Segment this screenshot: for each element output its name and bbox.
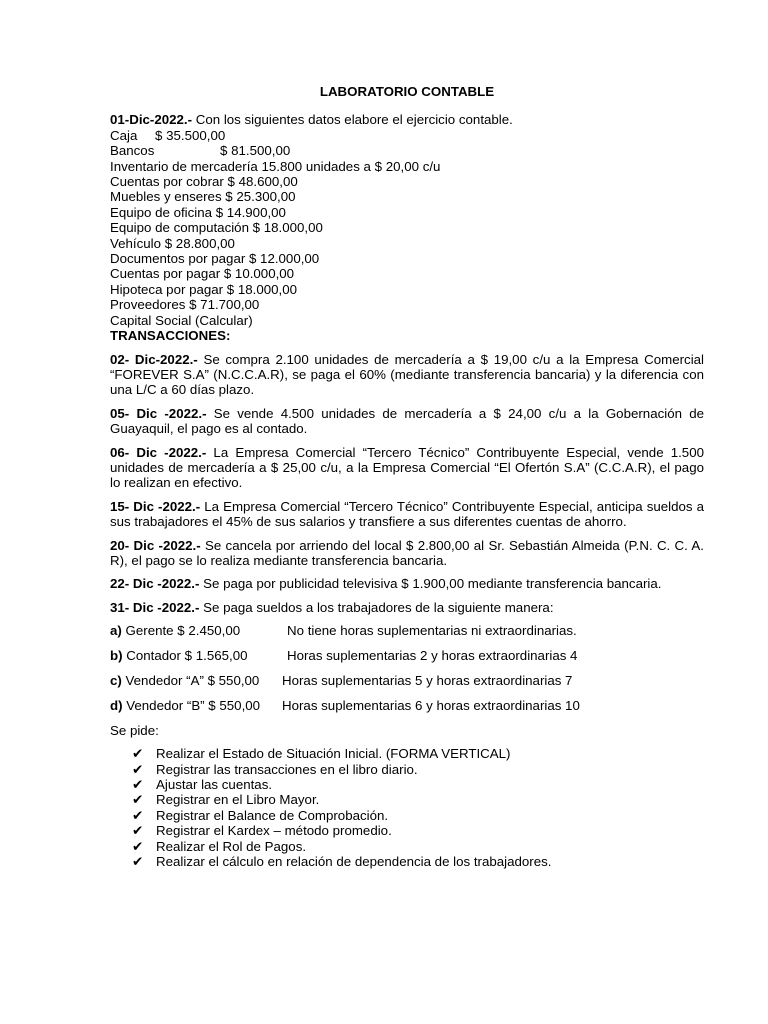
account-item: Equipo de computación $ 18.000,00: [110, 220, 323, 236]
transaction-text: La Empresa Comercial “Tercero Técnico” Contribuyente Especial, vende 1.500 unidades de mercadería a $ 25,00 c/u, a la Empresa Comercial “El Ofertón S.A” (C.C.A.R), el pago lo realizan en efectivo.: [110, 444, 704, 491]
requirement-text: Realizar el Rol de Pagos.: [156, 838, 307, 854]
account-item: Inventario de mercadería 15.800 unidades a $ 20,00 c/u: [110, 158, 441, 174]
payroll-letter: c): [110, 673, 122, 688]
payroll-letter: d): [110, 697, 123, 713]
transaction-item: [110, 445, 704, 491]
transaction-item: [110, 406, 704, 437]
account-item: Muebles y enseres $ 25.300,00: [110, 189, 296, 205]
requirement-text: Registrar el Balance de Comprobación.: [156, 807, 389, 823]
transaction-item: [110, 600, 704, 615]
requirement-text: Realizar el cálculo en relación de dependencia de los trabajadores.: [156, 854, 552, 870]
payroll-item: [110, 623, 704, 638]
transaction-date: 06- Dic -2022.-: [110, 444, 207, 460]
transaction-item: [110, 576, 704, 591]
checkmark-icon: ✔: [132, 777, 144, 793]
payroll-who: Vendedor “B” $ 550,00: [122, 697, 261, 713]
requirements-list: [110, 746, 704, 869]
payroll-detail: Horas suplementarias 2 y horas extraordinarias 4: [287, 648, 578, 664]
checkmark-icon: ✔: [132, 807, 144, 823]
transaction-item: [110, 499, 704, 530]
payroll-item: [110, 673, 704, 688]
transactions-heading: TRANSACCIONES:: [110, 328, 231, 344]
requirement-item: [132, 839, 704, 854]
transaction-text: La Empresa Comercial “Tercero Técnico” Contribuyente Especial, anticipa sueldos a sus trabajadores el 45% de sus salarios y transfiere a sus diferentes cuentas de ahorro.: [110, 498, 704, 530]
balance-value: $ 35.500,00: [155, 127, 226, 143]
checkmark-icon: ✔: [132, 838, 144, 854]
requirement-text: Ajustar las cuentas.: [156, 777, 273, 793]
transaction-date: 20- Dic -2022.-: [110, 537, 201, 553]
requirement-text: Registrar el Kardex – método promedio.: [156, 823, 392, 839]
transaction-text: Se vende 4.500 unidades de mercadería a $ 24,00 c/u a la Gobernación de Guayaquil, el pago es al contado.: [110, 405, 704, 437]
requirement-text: Realizar el Estado de Situación Inicial. (FORMA VERTICAL): [156, 746, 511, 762]
payroll-detail: No tiene horas suplementarias ni extraordinarias.: [287, 623, 577, 639]
requirement-item: [132, 777, 704, 792]
account-item: Documentos por pagar $ 12.000,00: [110, 251, 320, 267]
balance-label: Bancos: [110, 143, 155, 159]
payroll-item: [110, 698, 704, 713]
transaction-text: Se paga por publicidad televisiva $ 1.900,00 mediante transferencia bancaria.: [199, 576, 662, 592]
balance-line-bancos: [110, 143, 704, 158]
payroll-letter: b): [110, 648, 123, 664]
account-list: [110, 159, 704, 328]
payroll-who: Gerente $ 2.450,00: [121, 623, 241, 639]
transaction-item: [110, 538, 704, 569]
checkmark-icon: ✔: [132, 746, 144, 762]
payroll-letter: a): [110, 623, 122, 639]
transaction-text: Se paga sueldos a los trabajadores de la siguiente manera:: [199, 599, 554, 615]
transactions-list: [110, 352, 704, 616]
requirement-item: [132, 808, 704, 823]
checkmark-icon: ✔: [132, 792, 144, 808]
account-item: Proveedores $ 71.700,00: [110, 297, 260, 313]
requirement-item: [132, 762, 704, 777]
payroll-who: Contador $ 1.565,00: [122, 648, 248, 664]
payroll-item: [110, 648, 704, 663]
transaction-date: 22- Dic -2022.-: [110, 576, 200, 592]
payroll-detail: Horas suplementarias 5 y horas extraordinarias 7: [282, 673, 573, 688]
account-item: Capital Social (Calcular): [110, 312, 253, 328]
document-title: LABORATORIO CONTABLE: [319, 84, 495, 99]
intro-date: 01-Dic-2022.-: [110, 112, 193, 128]
account-item: Equipo de oficina $ 14.900,00: [110, 204, 286, 220]
se-pide-label: Se pide:: [110, 722, 159, 738]
intro-text: Con los siguientes datos elabore el ejercicio contable.: [192, 112, 513, 128]
requirement-text: Registrar las transacciones en el libro diario.: [156, 761, 418, 777]
balance-line-caja: [110, 128, 704, 143]
payroll-detail: Horas suplementarias 6 y horas extraordinarias 10: [282, 697, 580, 713]
requirement-item: [132, 823, 704, 838]
requirement-item: [132, 854, 704, 869]
transaction-date: 15- Dic -2022.-: [110, 498, 201, 514]
document-body: [110, 84, 704, 869]
requirement-text: Registrar en el Libro Mayor.: [156, 792, 320, 808]
transaction-date: 05- Dic -2022.-: [110, 405, 207, 421]
account-item: Cuentas por cobrar $ 48.600,00: [110, 174, 298, 190]
checkmark-icon: ✔: [132, 823, 144, 839]
balance-label: Caja: [110, 127, 138, 143]
checkmark-icon: ✔: [132, 761, 144, 777]
checkmark-icon: ✔: [132, 854, 144, 870]
requirement-item: [132, 746, 704, 761]
account-item: Hipoteca por pagar $ 18.000,00: [110, 281, 298, 297]
transaction-text: Se cancela por arriendo del local $ 2.800,00 al Sr. Sebastián Almeida (P.N. C. C. A. R), el pago se lo realiza mediante transferencia bancaria.: [110, 537, 704, 568]
transaction-text: Se compra 2.100 unidades de mercadería a $ 19,00 c/u a la Empresa Comercial “FOREVER S.A” (N.C.C.A.R), se paga el 60% (mediante transferencia bancaria) y la diferencia con una L/C a 60 días plazo.: [110, 351, 704, 398]
intro-line: [110, 112, 704, 127]
payroll-list: [110, 623, 704, 713]
balance-value: $ 81.500,00: [220, 143, 291, 159]
account-item: Vehículo $ 28.800,00: [110, 235, 235, 251]
transaction-date: 31- Dic -2022.-: [110, 599, 200, 615]
requirement-item: [132, 792, 704, 807]
transaction-date: 02- Dic-2022.-: [110, 351, 198, 367]
transaction-item: [110, 352, 704, 398]
payroll-who: Vendedor “A” $ 550,00: [121, 673, 260, 688]
account-item: Cuentas por pagar $ 10.000,00: [110, 266, 295, 282]
